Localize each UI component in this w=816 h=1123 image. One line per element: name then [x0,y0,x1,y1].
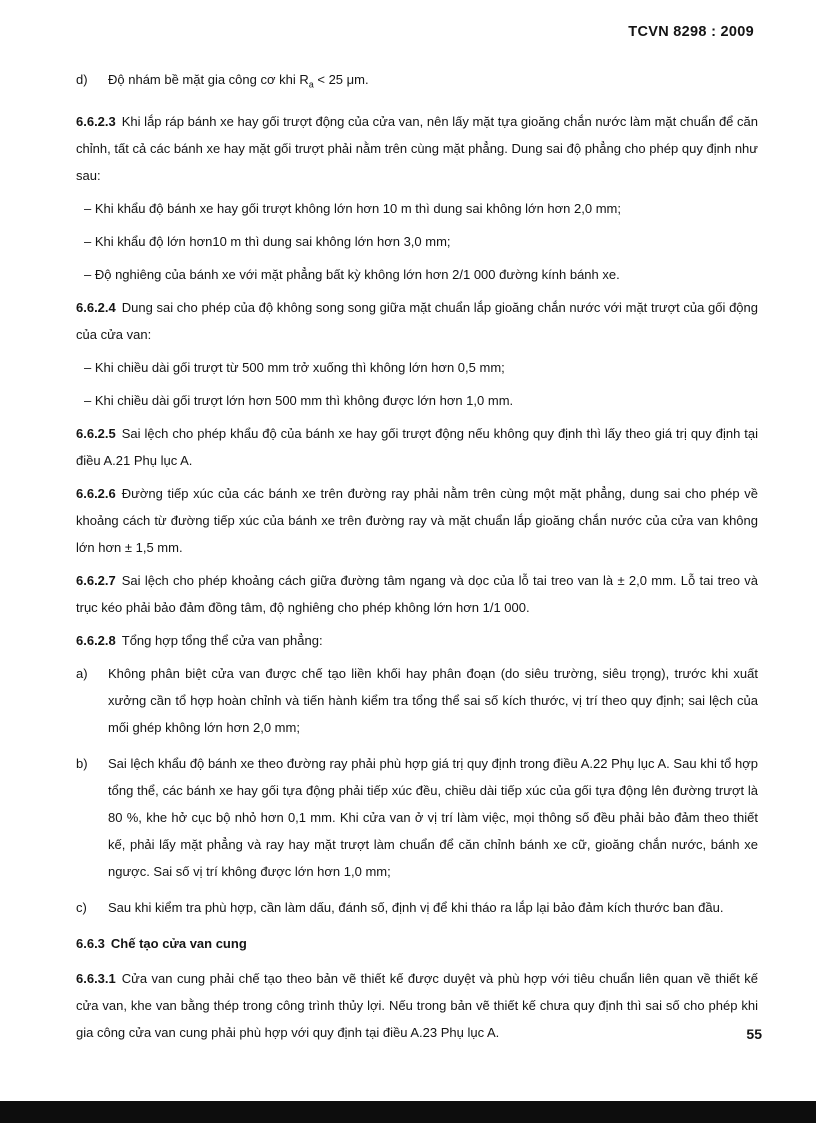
scan-bottom-edge [0,1101,816,1123]
bullet-item: – Độ nghiêng của bánh xe với mặt phẳng bất kỳ không lớn hơn 2/1 000 đường kính bánh xe. [84,266,620,282]
document-standard-header: TCVN 8298 : 2009 [628,24,754,40]
item-d [76,66,758,99]
item-text: Sau khi kiểm tra phù hợp, cần làm dấu, đánh số, định vị để khi tháo ra lắp lại bảo đảm kích thước ban đầu. [108,899,724,915]
page-number: 55 [746,1026,762,1042]
bullet-item: – Khi khẩu độ lớn hơn10 m thì dung sai không lớn hơn 3,0 mm; [84,233,451,249]
item-label: a) [76,665,88,681]
clause-number: 6.6.2.8 [76,632,116,648]
clause-6-6-2-7 [76,567,758,621]
section-heading-6-6-3 [76,930,758,957]
item-label: c) [76,899,87,915]
clause-number: 6.6.2.6 [76,485,116,501]
clause-number: 6.6.3.1 [76,970,116,986]
clause-text: Sai lệch cho phép khẩu độ của bánh xe hay gối trượt động nếu không quy định thì lấy theo giá trị quy định tại điều A.21 Phụ lục A. [76,425,758,468]
clause-6-6-2-5 [76,420,758,474]
clause-number: 6.6.2.5 [76,425,116,441]
clause-6-6-2-3 [76,108,758,189]
item-label: d) [76,72,88,87]
item-label: b) [76,755,88,771]
clause-number: 6.6.2.4 [76,299,116,315]
bullet-item: – Khi chiều dài gối trượt từ 500 mm trở xuống thì không lớn hơn 0,5 mm; [84,359,505,375]
clause-text: Đường tiếp xúc của các bánh xe trên đường ray phải nằm trên cùng một mặt phẳng, dung sai cho phép về khoảng cách từ đường tiếp xúc của bánh xe trên đường ray và mặt chuẩn lắp gioăng chắn nước của cửa van không lớn hơn ± 1,5 mm. [76,485,758,555]
clause-6-6-2-8 [76,627,758,654]
section-title: Chế tạo cửa van cung [110,935,247,951]
section-number: 6.6.3 [76,935,105,951]
clause-text: Khi lắp ráp bánh xe hay gối trượt động của cửa van, nên lấy mặt tựa gioăng chắn nước làm mặt chuẩn để căn chỉnh, tất cả các bánh xe hay mặt gối trượt phải nằm trên cùng mặt phẳng. Dung sai độ phẳng cho phép quy định như sau: [76,113,758,183]
clause-number: 6.6.2.7 [76,572,116,588]
clause-6-6-2-4 [76,294,758,348]
item-text: Không phân biệt cửa van được chế tạo liền khối hay phân đoạn (do siêu trường, siêu trọng), trước khi xuất xưởng cần tổ hợp hoàn chỉnh và tiến hành kiểm tra tổng thể sai số kích thước, vị trí theo quy định; sai lệch của mối ghép không lớn hơn 2,0 mm; [108,665,758,735]
item-c [76,894,758,921]
bullet-item: – Khi chiều dài gối trượt lớn hơn 500 mm thì không được lớn hơn 1,0 mm. [84,392,514,408]
clause-text: Cửa van cung phải chế tạo theo bản vẽ thiết kế được duyệt và phù hợp với tiêu chuẩn liên quan về thiết kế cửa van, khe van bằng thép trong công trình thủy lợi. Nếu trong bản vẽ thiết kế chưa quy định thì sai số cho phép khi gia công cửa van cung phải phù hợp với quy định tại điều A.23 Phụ lục A. [76,970,758,1040]
item-text: Sai lệch khẩu độ bánh xe theo đường ray phải phù hợp giá trị quy định trong điều A.22 Phụ lục A. Sau khi tổ hợp tổng thể, các bánh xe hay gối tựa động phải tiếp xúc đều, chiều dài tiếp xúc của gối tựa động lên đường trượt là 80 %, khe hở cục bộ nhỏ hơn 0,1 mm. Khi cửa van ở vị trí làm việc, mọi thông số đều phải bảo đảm theo thiết kế, phải lấy mặt phẳng và ray hay mặt trượt làm chuẩn để căn chỉnh bánh xe cữ, gioăng chắn nước, bánh xe ngược. Sai số vị trí không được lớn hơn 1,0 mm; [108,755,758,879]
item-text: Độ nhám bề mặt gia công cơ khi $R_a < 25$ μm. [108,72,369,90]
clause-number: 6.6.2.3 [76,113,116,129]
clause-6-6-2-6 [76,480,758,561]
item-b [76,750,758,885]
clause-text: Sai lệch cho phép khoảng cách giữa đường tâm ngang và dọc của lỗ tai treo van là ± 2,0 mm. Lỗ tai treo và trục kéo phải bảo đảm đồng tâm, độ nghiêng cho phép không lớn hơn 1/1 000. [76,572,758,615]
item-a [76,660,758,741]
bullet-item: – Khi khẩu độ bánh xe hay gối trượt không lớn hơn 10 m thì dung sai không lớn hơn 2,0 mm; [84,200,621,216]
clause-text: Dung sai cho phép của độ không song song giữa mặt chuẩn lắp gioăng chắn nước với mặt trượt của gối động của cửa van: [76,299,758,342]
clause-text: Tổng hợp tổng thể cửa van phẳng: [121,632,323,648]
clause-6-6-3-1 [76,965,758,1046]
document-body [76,66,758,1052]
